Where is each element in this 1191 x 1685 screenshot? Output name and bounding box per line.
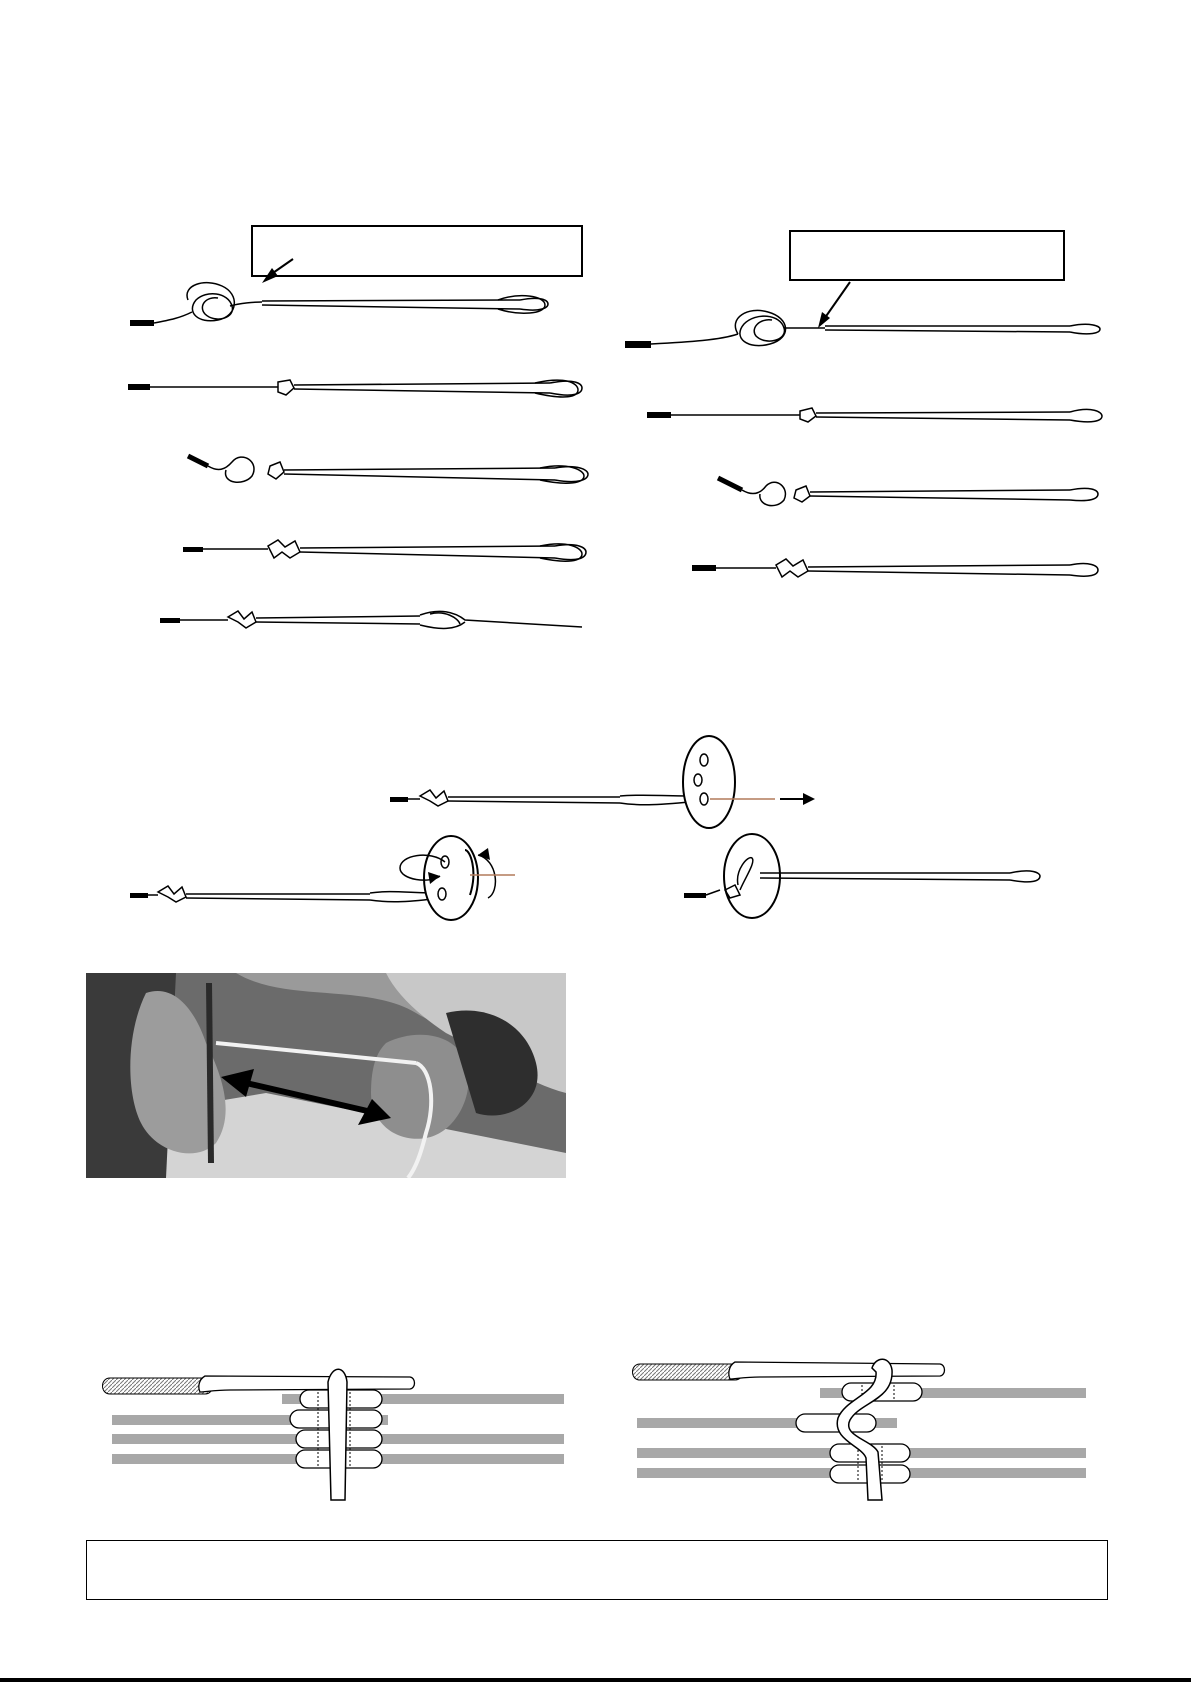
footer-note-box (86, 1540, 1108, 1600)
lacing-diagram-right (633, 1359, 1087, 1500)
lacing-diagram-left (103, 1369, 565, 1500)
left-step-2 (128, 380, 582, 397)
toggle-threading-top (390, 736, 815, 828)
left-step-3 (188, 456, 588, 483)
page-bottom-rule (0, 1678, 1191, 1682)
left-step-1 (130, 259, 548, 326)
left-step-4 (183, 540, 586, 561)
right-step-2 (647, 408, 1102, 422)
right-step-3 (718, 478, 1098, 506)
photo-art (86, 973, 566, 1178)
hand-tension-photo (86, 973, 566, 1178)
right-step-1 (625, 282, 1100, 348)
toggle-wrapping (130, 836, 515, 920)
toggle-finished (684, 834, 1040, 918)
left-step-5 (160, 611, 582, 628)
right-step-4 (692, 559, 1098, 577)
